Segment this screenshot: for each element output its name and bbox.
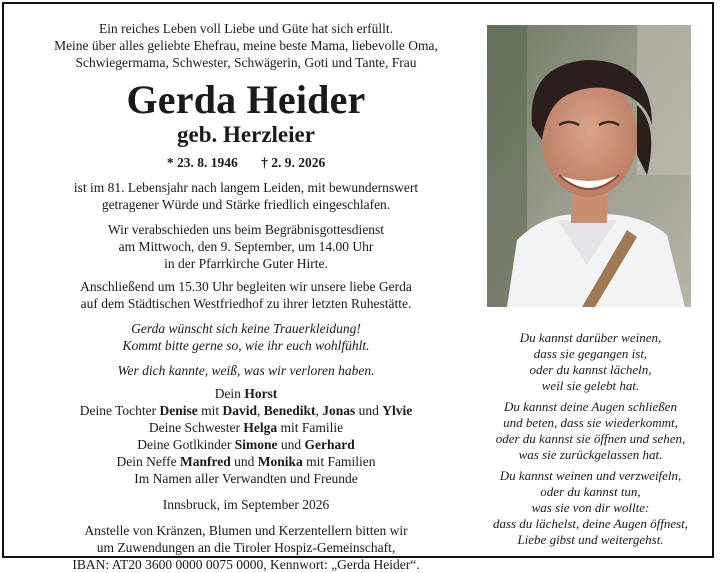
nephews-suffix: mit Familien xyxy=(302,454,376,469)
donation-line: IBAN: AT20 3600 0000 0075 0000, Kennwort: „Gerda Heider“. xyxy=(72,557,420,572)
and-text: und xyxy=(230,454,258,469)
godchild-name: Gerhard xyxy=(304,437,355,452)
birth-date: * 23. 8. 1946 xyxy=(166,155,238,170)
poem-line: weil sie gelebt hat. xyxy=(541,378,640,393)
portrait-photo xyxy=(487,25,691,307)
burial-line: auf dem Städtischen Westfriedhof zu ihrer letzten Ruhestätte. xyxy=(80,296,412,311)
daughter-name: Denise xyxy=(159,403,198,418)
separator: , xyxy=(257,403,264,418)
with-text: mit xyxy=(197,403,223,418)
dress-note xyxy=(26,320,466,354)
poem-line: was sie von dir wollte: xyxy=(531,500,650,515)
family-nephews xyxy=(26,453,466,470)
husband-name: Horst xyxy=(244,386,278,401)
poem-line: oder du kannst lächeln, xyxy=(529,362,652,377)
poem-line: Du kannst darüber weinen, xyxy=(519,330,662,345)
grandchild-name: David xyxy=(222,403,258,418)
funeral-line: am Mittwoch, den 9. September, um 14.00 Uhr xyxy=(118,239,374,254)
death-notice xyxy=(26,179,466,213)
poem-line: Du kannst weinen und verzweifeln, xyxy=(499,468,682,483)
poem-line: und beten, dass sie wiederkommt, xyxy=(503,415,678,430)
life-dates xyxy=(26,154,466,172)
sister-name: Helga xyxy=(243,420,278,435)
knew-line: Wer dich kannte, weiß, was wir verloren haben. xyxy=(117,363,375,378)
sister-suffix: mit Familie xyxy=(277,420,344,435)
burial-info xyxy=(26,278,466,312)
death-date: † 2. 9. 2026 xyxy=(261,155,326,170)
poem-stanza xyxy=(468,330,713,394)
family-sister xyxy=(26,419,466,436)
donation-line: um Zuwendungen an die Tiroler Hospiz-Gemeinschaft, xyxy=(96,540,396,555)
funeral-line: in der Pfarrkirche Guter Hirte. xyxy=(164,256,328,271)
donation-line: Anstelle von Kränzen, Blumen und Kerzentellern bitten wir xyxy=(84,523,408,538)
funeral-line: Wir verabschieden uns beim Begräbnisgottesdienst xyxy=(107,222,385,237)
family-list xyxy=(26,385,466,487)
grandchild-name: Benedikt xyxy=(263,403,316,418)
poem-line: Du kannst deine Augen schließen xyxy=(503,399,678,414)
relatives-line: Im Namen aller Verwandten und Freunde xyxy=(134,471,358,486)
poem-column xyxy=(468,330,713,548)
daughter-prefix: Deine Tochter xyxy=(79,403,160,418)
and-text: und xyxy=(355,403,383,418)
husband-prefix: Dein xyxy=(214,386,245,401)
family-husband xyxy=(26,385,466,402)
poem-line: dass sie gegangen ist, xyxy=(533,346,648,361)
obituary-main-column xyxy=(26,20,466,573)
godchild-name: Simone xyxy=(234,437,278,452)
grandchild-name: Ylvie xyxy=(382,403,413,418)
family-daughter xyxy=(26,402,466,419)
death-notice-line: getragener Würde und Stärke friedlich eingeschlafen. xyxy=(101,197,391,212)
place-date: Innsbruck, im September 2026 xyxy=(162,497,330,512)
intro-line: Ein reiches Leben voll Liebe und Güte hat sich erfüllt. xyxy=(99,21,393,36)
death-notice-line: ist im 81. Lebensjahr nach langem Leiden, mit bewundernswert xyxy=(73,180,419,195)
dress-line: Kommt bitte gerne so, wie ihr euch wohlfühlt. xyxy=(122,338,370,353)
poem-stanza xyxy=(468,399,713,463)
sister-prefix: Deine Schwester xyxy=(148,420,244,435)
niece-name: Monika xyxy=(257,454,303,469)
burial-line: Anschließend um 15.30 Uhr begleiten wir unsere liebe Gerda xyxy=(80,279,412,294)
poem-line: Liebe gibst und weitergehst. xyxy=(517,532,664,547)
dress-line: Gerda wünscht sich keine Trauerkleidung! xyxy=(131,321,361,336)
poem-stanza xyxy=(468,468,713,548)
separator: , xyxy=(315,403,323,418)
poem-line: oder du kannst tun, xyxy=(540,484,641,499)
godchildren-prefix: Deine Gotlkinder xyxy=(137,437,235,452)
birth-name: geb. Herzleier xyxy=(177,122,315,147)
nephews-prefix: Dein Neffe xyxy=(116,454,180,469)
family-godchildren xyxy=(26,436,466,453)
and-text: und xyxy=(277,437,305,452)
nephew-name: Manfred xyxy=(179,454,231,469)
poem-line: oder du kannst sie öffnen und sehen, xyxy=(495,431,686,446)
donation-request xyxy=(26,522,466,573)
funeral-info xyxy=(26,221,466,272)
grandchild-name: Jonas xyxy=(322,403,356,418)
intro-line: Schwiegermama, Schwester, Schwägerin, Goti und Tante, Frau xyxy=(75,55,417,70)
intro-line: Meine über alles geliebte Ehefrau, meine beste Mama, liebevolle Oma, xyxy=(54,38,438,53)
deceased-name: Gerda Heider xyxy=(126,77,366,122)
poem-line: dass du lächelst, deine Augen öffnest, xyxy=(492,516,689,531)
poem-line: was sie zurückgelassen hat. xyxy=(518,447,663,462)
